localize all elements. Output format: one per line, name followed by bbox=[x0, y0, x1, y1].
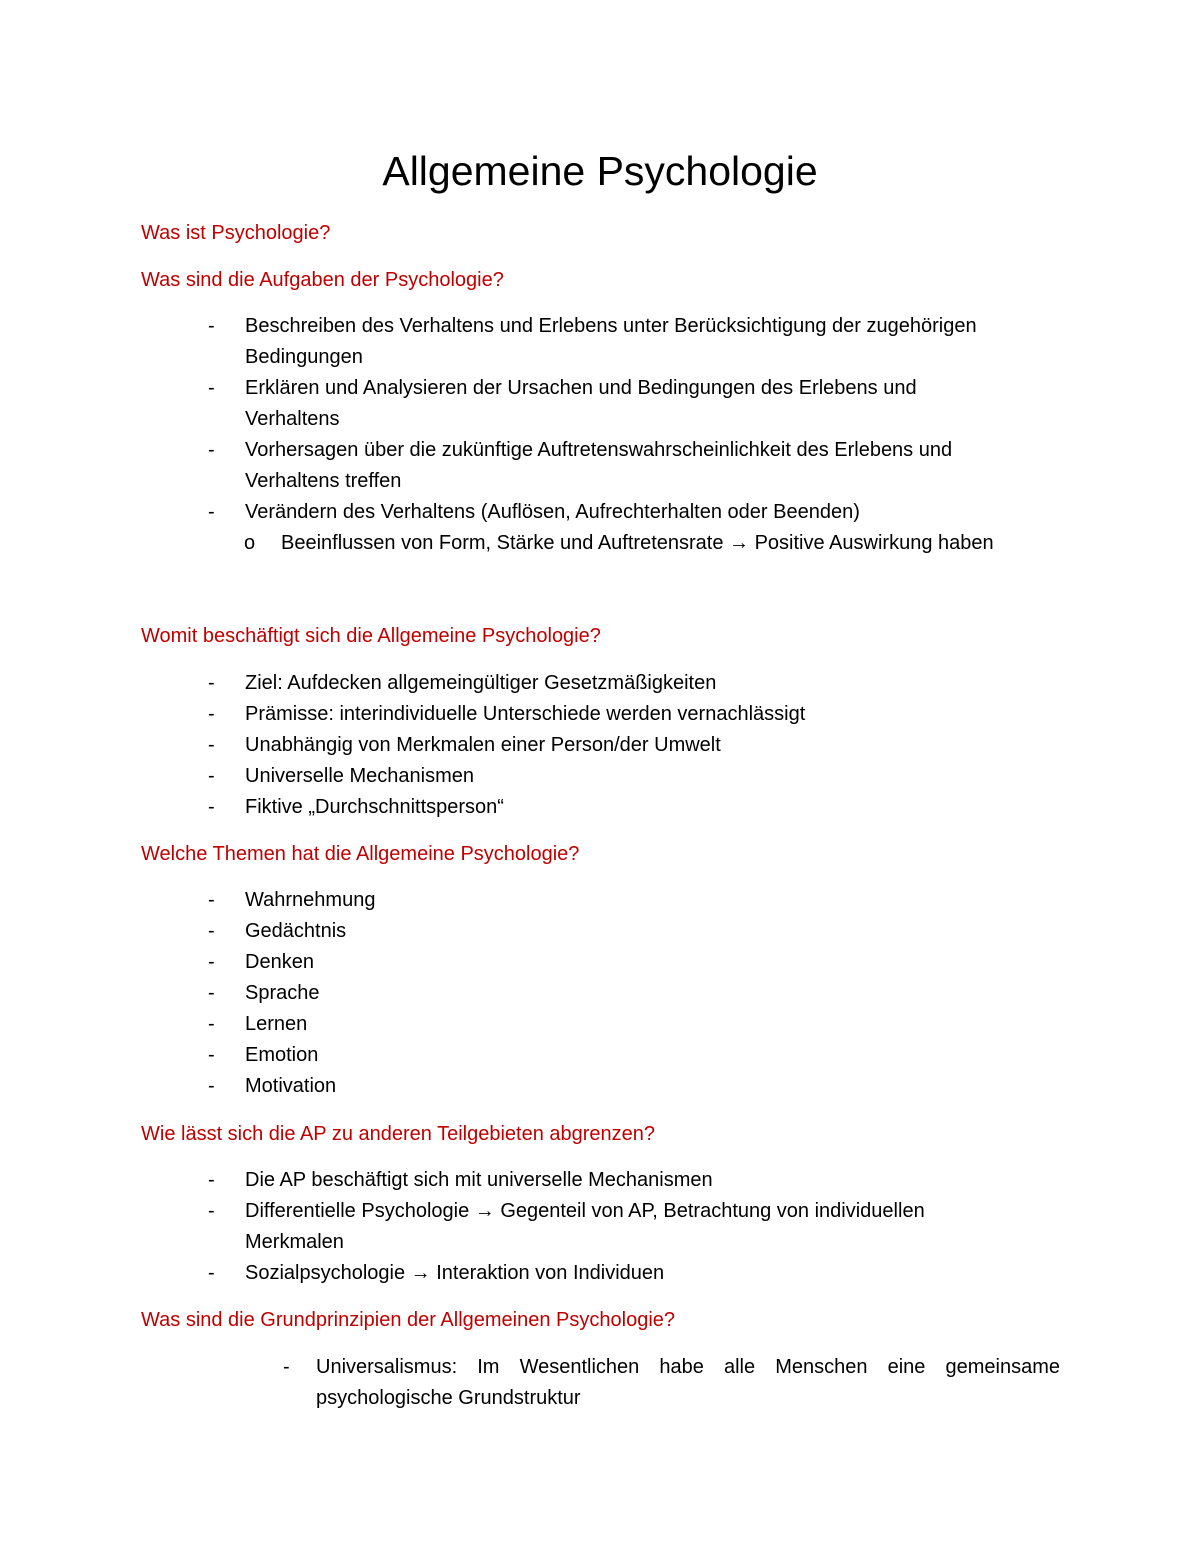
list-item-text: Beschreiben des Verhaltens und Erlebens unter Berücksichtigung der zugehörigen Bedingungen bbox=[245, 315, 977, 368]
list-item bbox=[0, 978, 1045, 1009]
list-item bbox=[0, 373, 975, 435]
dash-bullet: - bbox=[208, 672, 215, 694]
dash-bullet: - bbox=[208, 1262, 215, 1284]
list-item-text: Die AP beschäftigt sich mit universelle Mechanismen bbox=[245, 1169, 713, 1191]
list-item bbox=[0, 311, 1035, 373]
list-item-text: Vorhersagen über die zukünftige Auftretenswahrscheinlichkeit des Erlebens und Verhaltens treffen bbox=[245, 439, 953, 492]
circle-bullet: o bbox=[244, 532, 256, 554]
list-item-text: Gedächtnis bbox=[245, 920, 347, 942]
themen-list bbox=[0, 885, 1045, 1102]
list-item bbox=[0, 916, 1045, 947]
dash-bullet: - bbox=[208, 501, 215, 523]
dash-bullet: - bbox=[208, 951, 215, 973]
dash-bullet: - bbox=[208, 315, 215, 337]
dash-bullet: - bbox=[208, 734, 215, 756]
dash-bullet: - bbox=[208, 439, 215, 461]
section-heading-themen: Welche Themen hat die Allgemeine Psychologie? bbox=[141, 843, 580, 865]
list-item bbox=[0, 699, 1045, 730]
section-heading-was-ist-psychologie: Was ist Psychologie? bbox=[141, 222, 331, 244]
sub-list-item bbox=[0, 528, 1081, 559]
list-item-text: Universalismus: Im Wesentlichen habe alle Menschen eine gemeinsame psychologische Grundstruktur bbox=[316, 1356, 1060, 1409]
dash-bullet: - bbox=[208, 1169, 215, 1191]
list-item-text: Fiktive „Durchschnittsperson“ bbox=[245, 796, 504, 818]
dash-bullet: - bbox=[208, 703, 215, 725]
list-item-text: Prämisse: interindividuelle Unterschiede werden vernachlässigt bbox=[245, 703, 806, 725]
page-title: Allgemeine Psychologie bbox=[382, 148, 818, 194]
list-item-text: Sozialpsychologie → Interaktion von Individuen bbox=[245, 1262, 665, 1284]
dash-bullet: - bbox=[208, 377, 215, 399]
list-item bbox=[0, 435, 1020, 497]
list-item-text: Unabhängig von Merkmalen einer Person/der Umwelt bbox=[245, 734, 721, 756]
section-heading-abgrenzung: Wie lässt sich die AP zu anderen Teilgebieten abgrenzen? bbox=[141, 1123, 656, 1145]
section-heading-womit: Womit beschäftigt sich die Allgemeine Psychologie? bbox=[141, 625, 601, 647]
list-item-text: Sprache bbox=[245, 982, 320, 1004]
section-heading-grundprinzipien: Was sind die Grundprinzipien der Allgemeinen Psychologie? bbox=[141, 1309, 676, 1331]
dash-bullet: - bbox=[208, 1200, 215, 1222]
list-item bbox=[0, 1009, 1045, 1040]
list-item bbox=[0, 761, 1045, 792]
list-item bbox=[0, 1071, 1045, 1102]
list-item bbox=[0, 497, 1045, 528]
section-heading-aufgaben: Was sind die Aufgaben der Psychologie? bbox=[141, 269, 504, 291]
list-item-text: Denken bbox=[245, 951, 314, 973]
dash-bullet: - bbox=[283, 1356, 290, 1378]
list-item-text: Universelle Mechanismen bbox=[245, 765, 474, 787]
list-item bbox=[0, 1040, 1045, 1071]
sub-list-item-text: Beeinflussen von Form, Stärke und Auftretensrate → Positive Auswirkung haben bbox=[281, 532, 994, 554]
list-item bbox=[0, 792, 1045, 823]
list-item-text: Emotion bbox=[245, 1044, 319, 1066]
list-item bbox=[0, 1352, 1060, 1414]
dash-bullet: - bbox=[208, 889, 215, 911]
list-item bbox=[0, 885, 1045, 916]
dash-bullet: - bbox=[208, 1013, 215, 1035]
list-item-text: Erklären und Analysieren der Ursachen und Bedingungen des Erlebens und Verhaltens bbox=[245, 377, 917, 430]
dash-bullet: - bbox=[208, 920, 215, 942]
abgrenzung-list bbox=[0, 1165, 1045, 1289]
dash-bullet: - bbox=[208, 796, 215, 818]
list-item bbox=[0, 730, 1045, 761]
list-item-text: Differentielle Psychologie → Gegenteil von AP, Betrachtung von individuellen Merkmalen bbox=[245, 1200, 925, 1253]
list-item-text: Wahrnehmung bbox=[245, 889, 376, 911]
list-item bbox=[0, 1196, 990, 1258]
dash-bullet: - bbox=[208, 765, 215, 787]
aufgaben-list bbox=[0, 311, 1081, 559]
dash-bullet: - bbox=[208, 1044, 215, 1066]
list-item bbox=[0, 1165, 1045, 1196]
dash-bullet: - bbox=[208, 982, 215, 1004]
list-item-text: Verändern des Verhaltens (Auflösen, Aufrechterhalten oder Beenden) bbox=[245, 501, 860, 523]
list-item bbox=[0, 947, 1045, 978]
list-item bbox=[0, 1258, 1045, 1289]
list-item-text: Lernen bbox=[245, 1013, 308, 1035]
grundprinzipien-list bbox=[0, 1352, 1060, 1414]
womit-list bbox=[0, 668, 1045, 823]
list-item-text: Motivation bbox=[245, 1075, 337, 1097]
list-item-text: Ziel: Aufdecken allgemeingültiger Gesetzmäßigkeiten bbox=[245, 672, 717, 694]
list-item bbox=[0, 668, 1045, 699]
dash-bullet: - bbox=[208, 1075, 215, 1097]
